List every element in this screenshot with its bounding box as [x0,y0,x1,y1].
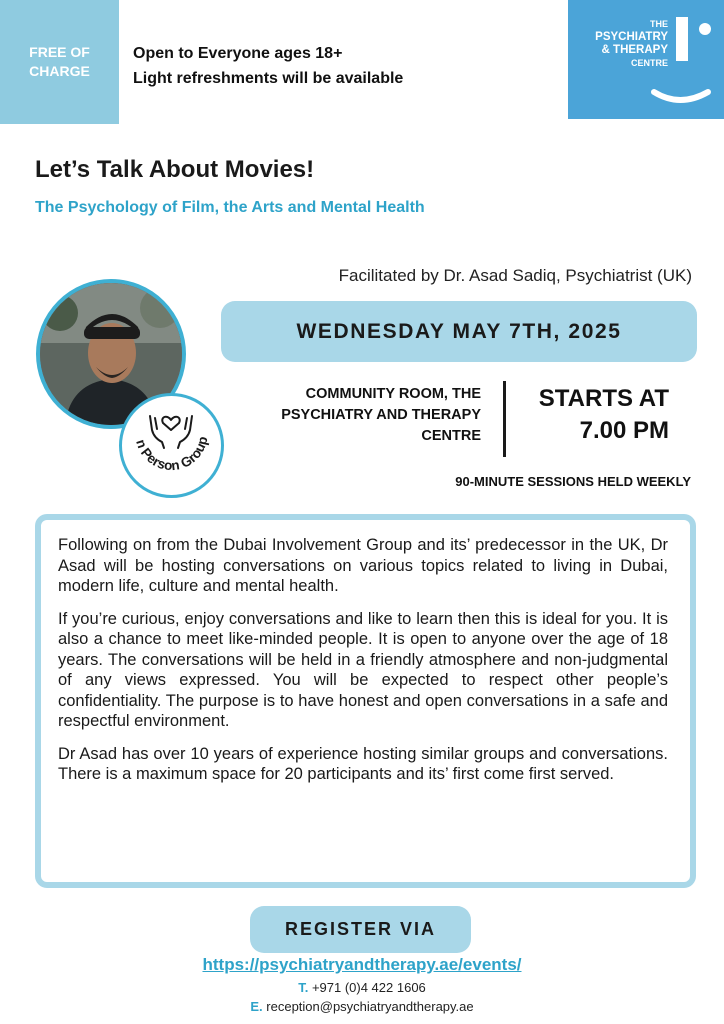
description-paragraph-2: If you’re curious, enjoy conversations and like to learn then this is ideal for you. It is also a chance to meet like-minded people. It is open to anyone over the age of 18 years. The conversations will be held in a friendly atmosphere and non-judgmental of any views expressed. You will be expected to respect other people’s confidentiality. The purpose is to have honest and open conversations in a safe and respectful environment. [58,609,668,730]
start-time-value: 7.00 PM [579,417,669,444]
venue-line-2: PSYCHIATRY AND THERAPY [281,407,481,423]
event-date: WEDNESDAY MAY 7TH, 2025 [221,301,697,362]
event-title: Let’s Talk About Movies! [35,156,315,183]
in-person-badge-text: n Person Group [133,435,211,474]
svg-text:In Person Group [122,396,211,473]
free-of-charge-badge [0,0,119,124]
phone-number[interactable]: +971 (0)4 422 1606 [311,980,426,995]
event-subtitle: The Psychology of Film, the Arts and Mental Health [35,199,425,216]
free-badge-line-2: CHARGE [29,63,90,79]
intro-line-age: Open to Everyone ages 18+ [133,45,343,62]
description-paragraph-3: Dr Asad has over 10 years of experience hosting similar groups and conversations. There is a maximum space for 20 participants and its’ first come first served. [58,744,668,783]
venue-line-3: CENTRE [421,428,481,444]
description-box [35,514,696,888]
hands-heart-icon [150,416,192,448]
logo-line-centre: CENTRE [630,58,668,68]
logo-line-psychiatry: PSYCHIATRY [595,31,668,43]
facilitator-line: Facilitated by Dr. Asad Sadiq, Psychiatrist (UK) [338,266,692,285]
venue-line-1: COMMUNITY ROOM, THE [305,386,481,402]
logo-line-the: THE [650,19,668,29]
register-via-label: REGISTER VIA [250,906,471,953]
starts-at-label: STARTS AT [538,385,669,412]
intro-text [133,41,403,91]
description-paragraph-1: Following on from the Dubai Involvement Group and its’ predecessor in the UK, Dr Asad will be hosting conversations on various topics related to living in Dubai, modern life, culture and mental health. [58,536,668,595]
email-label: E. [250,999,263,1014]
phone-label: T. [298,980,309,995]
email-address[interactable]: reception@psychiatryandtherapy.ae [266,999,474,1014]
contact-phone [0,980,724,995]
free-badge-line-1: FREE OF [29,44,90,60]
contact-email [0,999,724,1014]
logo-line-therapy: & THERAPY [601,44,668,56]
registration-link[interactable]: https://psychiatryandtherapy.ae/events/ [202,955,522,974]
centre-logo [568,0,724,119]
start-time [505,383,669,447]
in-person-group-badge [119,393,224,498]
session-info: 90-MINUTE SESSIONS HELD WEEKLY [455,474,691,489]
intro-line-refreshments: Light refreshments will be available [133,70,404,87]
venue-text [240,384,481,447]
